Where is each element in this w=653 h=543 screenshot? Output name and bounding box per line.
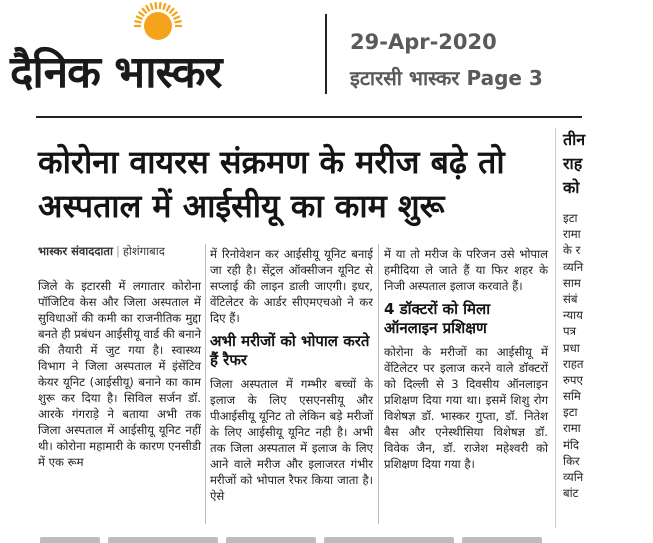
side-body-line: मंदि — [563, 437, 580, 452]
side-article-headline — [563, 128, 585, 200]
sun-ray — [167, 5, 171, 11]
article-headline: कोरोना वायरस संक्रमण के मरीज बढ़े तो अस्पताल में आईसीयू का काम शुरू — [38, 143, 505, 225]
sun-ray — [146, 5, 150, 11]
sun-ray — [160, 2, 161, 9]
side-body-line: रुपए — [563, 372, 583, 387]
sun-ray — [169, 8, 174, 13]
subheading: 4 डॉक्टरों को मिला ऑनलाइन प्रशिक्षण — [384, 300, 491, 337]
column-divider — [378, 244, 379, 524]
side-body-line: पत्र — [563, 324, 576, 339]
body-paragraph: कोरोना के मरीजों का आईसीयू में वेंटिलेटर पर इलाज करने वाले डॉक्टरों को दिल्ली से 3 दिवसीय ऑनलाइन प्रशिक्षण दिया गया था। इसमें शिशु रोग विशेषज्ञ डॉ. भास्कर गुप्ता, डॉ. नितेश बैस और एनेस्थीसिया विशेषज्ञ डॉ. विवेक जैन, डॉ. राजेश महेश्वरी को प्रशिक्षण दिया गया है। — [384, 345, 548, 471]
sun-logo-icon — [132, 2, 184, 44]
article-column-2 — [210, 246, 373, 504]
side-body-line: समि — [563, 389, 581, 404]
byline-reporter: भास्कर संवाददाता — [38, 244, 113, 258]
body-paragraph: जिला अस्पताल में गम्भीर बच्चों के इलाज के लिए एसएनसीयू और पीआईसीयू यूनिट तो लेकिन बड़े मरीजों के लिए आईसीयू यूनिट नही है। अभी तक जिला अस्पताल में इलाज के लिए आने वाले मरीज और इलाजरत गंभीर मरीजों को भोपाल रैफर किया जाता है। ऐसे — [210, 377, 373, 503]
sun-ray — [163, 3, 165, 10]
sun-ray — [175, 21, 182, 22]
byline — [38, 244, 165, 259]
byline-place: होशंगाबाद — [122, 244, 165, 258]
body-paragraph: में रिनोवेशन कर आईसीयू यूनिट बनाई जा रही है। सेंट्रल ऑक्सीजन यूनिट से सप्लाई की लाइन डाली जाएगी। इधर, वेंटिलेटर के आर्डर सीएमएचओ ने कर दिए हैं। — [210, 247, 373, 325]
side-body-line: रामा — [563, 421, 581, 436]
side-body-line: व्यनि — [563, 470, 584, 484]
newspaper-logo: दैनिक भास्कर — [10, 47, 222, 98]
sun-ray — [174, 16, 180, 19]
body-paragraph: में या तो मरीज के परिजन उसे भोपाल हमीदिया ले जाते हैं या फिर शहर के निजी अस्पताल इलाज करवाते हैं। — [384, 247, 548, 293]
article-column-3 — [384, 246, 548, 472]
side-body-line: प्रधा — [563, 340, 580, 355]
byline-separator: | — [115, 244, 120, 258]
sun-ray — [155, 2, 156, 9]
sun-ray — [139, 12, 145, 16]
side-article-body — [563, 210, 584, 501]
side-body-line: साम — [563, 275, 581, 290]
side-body-line: न्याय — [563, 308, 583, 323]
side-body-line: किर — [563, 453, 580, 468]
sun-ray — [142, 8, 147, 13]
edition-page: इटारसी भास्कर Page 3 — [350, 66, 543, 90]
subheading: अभी मरीजों को भोपाल करते हैं रैफर — [210, 332, 370, 369]
masthead-divider — [325, 14, 327, 94]
sun-ray — [151, 3, 153, 10]
side-body-line: बांट — [563, 486, 579, 501]
article-column-1 — [38, 278, 201, 470]
next-article-cropped-edge — [40, 532, 580, 543]
sun-ray — [135, 21, 142, 22]
side-body-line: इटा — [563, 405, 578, 420]
side-body-line: राहत — [563, 356, 584, 371]
column-divider — [205, 244, 206, 524]
side-body-line: संबं — [563, 291, 578, 306]
sun-ray — [172, 12, 178, 16]
side-body-line: के र — [563, 243, 581, 258]
masthead-rule — [36, 116, 582, 118]
side-body-line: इटा — [563, 211, 578, 225]
side-headline-line: को — [563, 178, 580, 197]
side-headline-line: राह — [563, 154, 583, 173]
publication-date: 29-Apr-2020 — [350, 30, 497, 54]
side-body-line: रामा — [563, 227, 581, 242]
masthead — [0, 0, 653, 110]
side-headline-line: तीन — [563, 130, 586, 149]
side-article-cropped — [555, 128, 653, 528]
body-paragraph: जिले के इटारसी में लगातार कोरोना पॉजिटिव केस और जिला अस्पताल में सुविधाओं की कमी का राजनीतिक मुद्दा बनते ही प्रबंधन आईसीयू वार्ड की बनाने की तैयारी में जुट गया है। स्वास्थ्य विभाग ने जिला अस्पताल में इंसेंटिव केयर यूनिट (आईसीयू) बनाने का काम शुरू कर दिया है। सिविल सर्जन डॉ. आरके गंगराड़े ने बताया अभी तक जिला अस्पताल में आईसीयू यूनिट नहीं थी। कोरोना महामारी के कारण एनसीडी में एक रूम — [38, 279, 201, 469]
sun-ray — [136, 16, 142, 19]
side-body-line: व्यनि — [563, 259, 584, 274]
